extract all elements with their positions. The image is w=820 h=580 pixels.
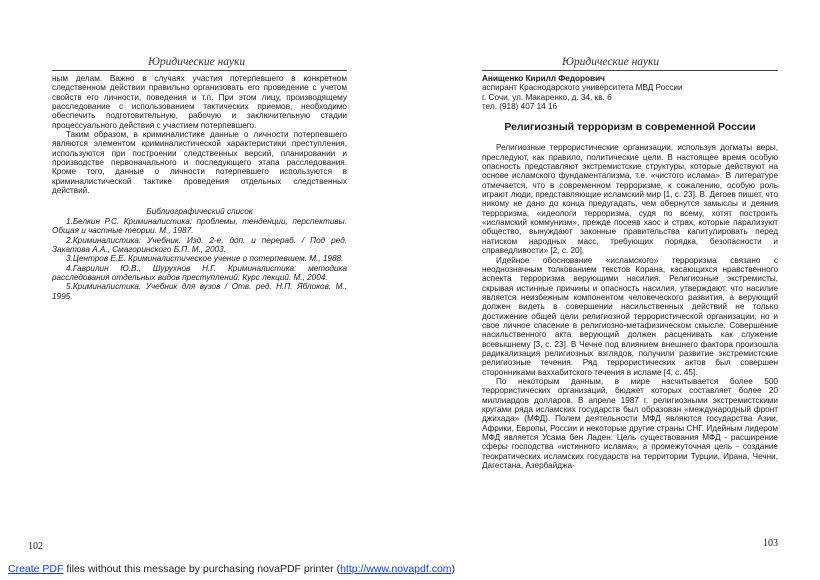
right-paragraph: Идейное обоснование «исламского» терроризма связано с неоднозначным толкованием текстов Корана, касающихся нравственного аспекта терроризма верующими насилия. Религиозные экстремисты, скрывая истинные причины и опасность насилия, утверждают, что насилие является неизбежным компонентом человеческого развития, а верующий должен видеть в совершении насильственных действий не только достижение общей цели религиозной террористической организации, но и свое личное спасение в религиозно-метафизическом смысле. Совершение насильственного акта верующий должен расценивать как служение всевышнему [3, с. 23]. В Чечне под влиянием внешнего фактора произошла радикализация религиозных взглядов, получили развитие экстремистские религиозные течения. Ряд террористических актов был совершен сторонниками ваххабитского течения в исламе [4, с. 45]. (482, 255, 778, 377)
pdf-footer-notice (8, 563, 455, 575)
left-paragraph: ным делам. Важно в случаях участия потерпевшего в конкретном следственном действии правильно организовать его проведение с учетом свойств его личности, поведения и т.п. При этом лицу, производящему расследование с использованием тактических приемов, необходимо обеспечить подготовительную, рабочую и заключительную стадии процессуального действия с участием потерпевшего. (52, 74, 347, 130)
left-paragraph: Таким образом, в криминалистике данные о личности потерпевшего являются элементом криминалистической характеристики преступления, используются при построении следственных версий, планировании и производстве первоначального и последующего этапа расследования. Кроме того, данные о личности потерпевшего используются в криминалистической тактике проведения отдельных следственных действий. (52, 130, 347, 196)
right-page-number: 103 (763, 538, 778, 549)
left-running-header: Юридические науки (148, 56, 246, 68)
right-running-header: Юридические науки (562, 56, 660, 68)
bibliography-item: 2.Криминалистика: Учебник. Изд. 2-е, доп. и перераб. / Под ред. Закатова А.А., Смагоринского Б.П. М., 2003. (52, 235, 347, 254)
footer-text: files without this message by purchasing novaPDF printer ( (63, 563, 341, 575)
right-header-rule (482, 70, 778, 71)
right-paragraph: Религиозные террористические организации, используя догматы веры, преследуют, как правило, политические цели. В настоящее время особую опасность представляют экстремистские структуры, которые действуют на основе исламского фундаментализма, т.е. «чистого ислама». В литературе отмечается, что в современном терроризме, к сожалению, особую роль играют люди, представляющие исламский мир [1, с. 23]. В. Дегоев пишет, что никому не дано до конца предугадать, чем обернутся замыслы и деяния терроризма, «идеологи терроризма, судя по всему, хотят построить «исламский коммунизм», прежде посеяв хаос и страх, которые парализуют общество, вынуждают законные правительства капитулировать перед натиском народных масс, требующих порядка, безопасности и справедливости» [2, с. 20]. (482, 143, 778, 256)
bibliography-item: 4.Гаврилин Ю.В., Шурухнов Н.Г. Криминалистика: методика расследования отдельных видов преступлений: Курс лекций. М., 2004. (52, 263, 347, 282)
article-title: Религиозный терроризм в современной России (504, 121, 756, 134)
left-page-number: 102 (28, 541, 43, 552)
footer-text-end: ) (451, 563, 456, 575)
left-text-column (52, 74, 347, 301)
left-header-rule (52, 70, 347, 71)
author-address: г. Сочи, ул. Макаренко, д. 34, кв. 6 (482, 92, 612, 102)
bibliography-item: 5.Криминалистика. Учебник для вузов / Отв. ред. Н.П. Яблоков. М., 1995. (52, 282, 347, 301)
author-phone: тел. (918) 407 14 16 (482, 102, 558, 112)
bibliography-item: 1.Белкин Р.С. Криминалистика: проблемы, тенденции, перспективы. Общая и частные теории. М., 1987. (52, 216, 347, 236)
author-name: Анищенко Кирилл Федорович (482, 74, 605, 83)
right-paragraph: По некоторым данным, в мире насчитывается более 500 террористических организаций, бюджет которых составляет более 20 миллиардов долларов. В апреле 1987 г. религиозными экстремистскими кругами ряда исламских государств был образован «международный фронт джихада» (МФД). Полем деятельности МФД являются государства Азии, Африки, Европы, России и некоторые другие страны СНГ. Идейным лидером МФД является Усама бен Ладен. Цель существования МФД - расширение сферы господства «истинного ислама», а промежуточная цель - создание теократических исламских государств на территории Турции, Ирана, Чечни, Дагестана, Азербайджа- (482, 376, 778, 471)
bibliography-title: Библиографический список (146, 207, 253, 217)
novapdf-url-link[interactable]: http://www.novapdf.com (340, 563, 452, 575)
bibliography-item: 3.Центров Е.Е. Криминалистическое учение о потерпевшем. М., 1988. (66, 254, 344, 264)
left-page (0, 0, 410, 555)
create-pdf-link[interactable]: Create PDF (8, 563, 64, 575)
right-text-column (482, 74, 778, 470)
author-position: аспирант Краснодарского университета МВД России (482, 83, 683, 93)
right-page (410, 0, 820, 555)
